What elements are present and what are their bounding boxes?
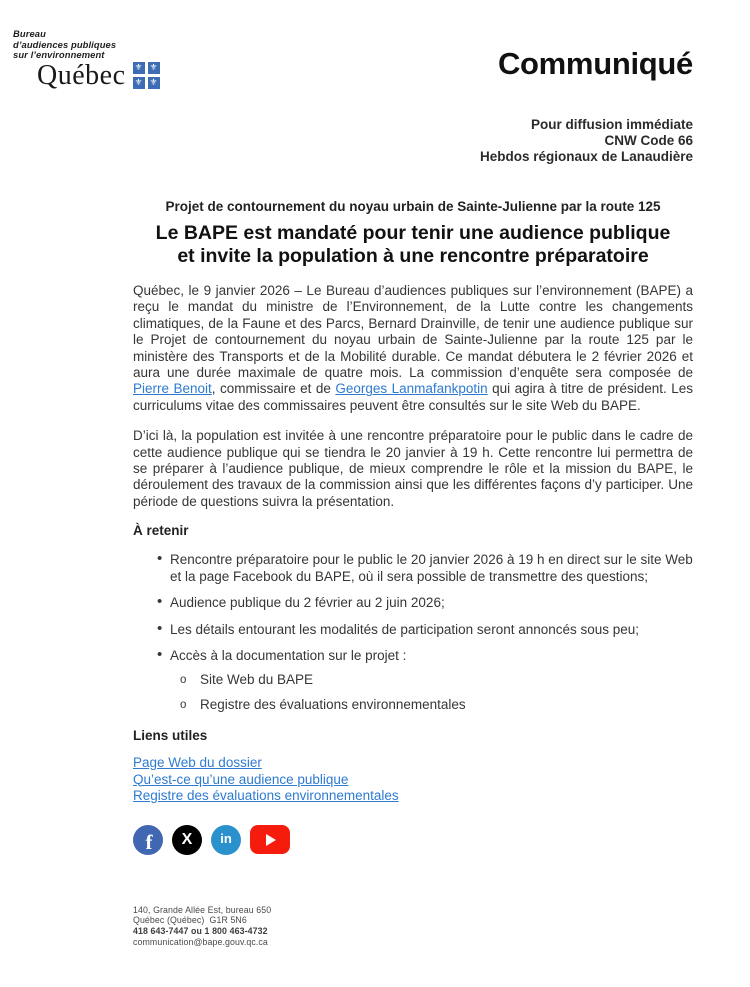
- logo-org-line: sur l’environnement: [13, 49, 105, 61]
- linkedin-icon[interactable]: [211, 825, 241, 855]
- x-twitter-icon[interactable]: [172, 825, 202, 855]
- footer-email: communication@bape.gouv.qc.ca: [133, 937, 268, 948]
- footer-address-line: 140, Grande Allée Est, bureau 650: [133, 904, 272, 915]
- content-column: [133, 0, 693, 948]
- release-line-diffusion: Pour diffusion immédiate: [530, 117, 693, 132]
- x-glyph: X: [181, 830, 193, 848]
- social-icons-row: [133, 825, 693, 855]
- heading-a-retenir: À retenir: [133, 523, 189, 539]
- documentation-sub-list: [170, 672, 693, 713]
- fleur-de-lis-icon: ⚜: [134, 62, 143, 73]
- doc-type-title: Communiqué: [497, 46, 693, 81]
- linkedin-glyph: in: [220, 831, 232, 847]
- fleur-de-lis-icon: ⚜: [149, 62, 158, 73]
- inline-link[interactable]: Georges Lanmafankpotin: [335, 381, 488, 397]
- inline-link[interactable]: Pierre Benoit: [133, 381, 212, 397]
- useful-links-block: [133, 755, 693, 805]
- link-page-web-dossier[interactable]: Page Web du dossier: [133, 755, 262, 771]
- release-line-region: Hebdos régionaux de Lanaudière: [479, 148, 693, 164]
- link-quest-ce-audience-publique[interactable]: Qu’est-ce qu’une audience publique: [133, 771, 349, 787]
- paragraph-mandate: Québec, le 9 janvier 2026 – Le Bureau d’audiences publiques sur l’environnement (BAPE) a reçu le mandat du ministre de l’Environnement, de la Lutte contre les changements climatiques, de la Faune et des Parcs, Bernard Drainville, de tenir une audience publique sur le Projet de contournement du noyau urbain de Sainte-Julienne par la route 125 par le ministère des Transports et de la Mobilité durable. Ce mandat débutera le 2 février 2026 et aura une durée maximale de quatre mois. La commission d’enquête sera composée de Pierre Benoit, commissaire et de Georges Lanmafankpotin qui agira à titre de président. Les curriculums vitae des commissaires peuvent être consultés sur le site Web du BAPE.: [133, 283, 693, 413]
- release-line-cnw-code: CNW Code 66: [604, 132, 693, 148]
- fleur-de-lis-icon: ⚜: [134, 77, 143, 88]
- link-registre-evaluations[interactable]: Registre des évaluations environnementales: [133, 788, 399, 804]
- headline-title-line: et invite la population à une rencontre préparatoire: [177, 244, 649, 267]
- youtube-icon[interactable]: [250, 825, 290, 854]
- highlights-list: [133, 552, 693, 713]
- heading-liens-utiles: Liens utiles: [133, 728, 208, 744]
- headline-title: [133, 222, 693, 267]
- facebook-icon[interactable]: [133, 825, 163, 855]
- play-triangle-icon: [266, 834, 276, 846]
- list-item-text: Accès à la documentation sur le projet :: [170, 647, 407, 663]
- facebook-glyph: f: [145, 830, 153, 855]
- list-item: [133, 648, 693, 713]
- sub-list-item: o Site Web du BAPE: [170, 672, 693, 688]
- quebec-wordmark: Québec: [37, 59, 126, 91]
- list-item: • Audience publique du 2 février au 2 juin 2026;: [133, 595, 693, 611]
- footer-address-line: Québec (Québec) G1R 5N6: [133, 915, 247, 926]
- footer-address-block: [133, 905, 693, 948]
- list-item: • Rencontre préparatoire pour le public le 20 janvier 2026 à 19 h en direct sur le site Web et la page Facebook du BAPE, où il sera possible de transmettre des questions;: [133, 552, 693, 585]
- sub-list-item: o Registre des évaluations environnementales: [170, 697, 693, 713]
- list-item: • Les détails entourant les modalités de participation seront annoncés sous peu;: [133, 622, 693, 638]
- logo-org-line: Bureau: [13, 28, 46, 39]
- headline-title-line: Le BAPE est mandaté pour tenir une audience publique: [155, 222, 671, 244]
- fleur-de-lis-icon: ⚜: [149, 77, 158, 88]
- footer-phone-line: 418 643-7447 ou 1 800 463-4732: [133, 926, 268, 937]
- paragraph-preparatory-meeting: D’ici là, la population est invitée à une rencontre préparatoire pour le public dans le cadre de cette audience publique qui se tiendra le 20 janvier à 19 h. Cette rencontre lui permettra de se préparer à l’audience publique, de mieux comprendre le rôle et la mission du BAPE, le déroulement des travaux de la commission ainsi que les différentes façons d’y participer. Une période de questions suivra la présentation.: [133, 428, 693, 509]
- project-kicker: Projet de contournement du noyau urbain de Sainte-Julienne par la route 125: [165, 199, 661, 214]
- logo-org-line: d’audiences publiques: [13, 38, 117, 50]
